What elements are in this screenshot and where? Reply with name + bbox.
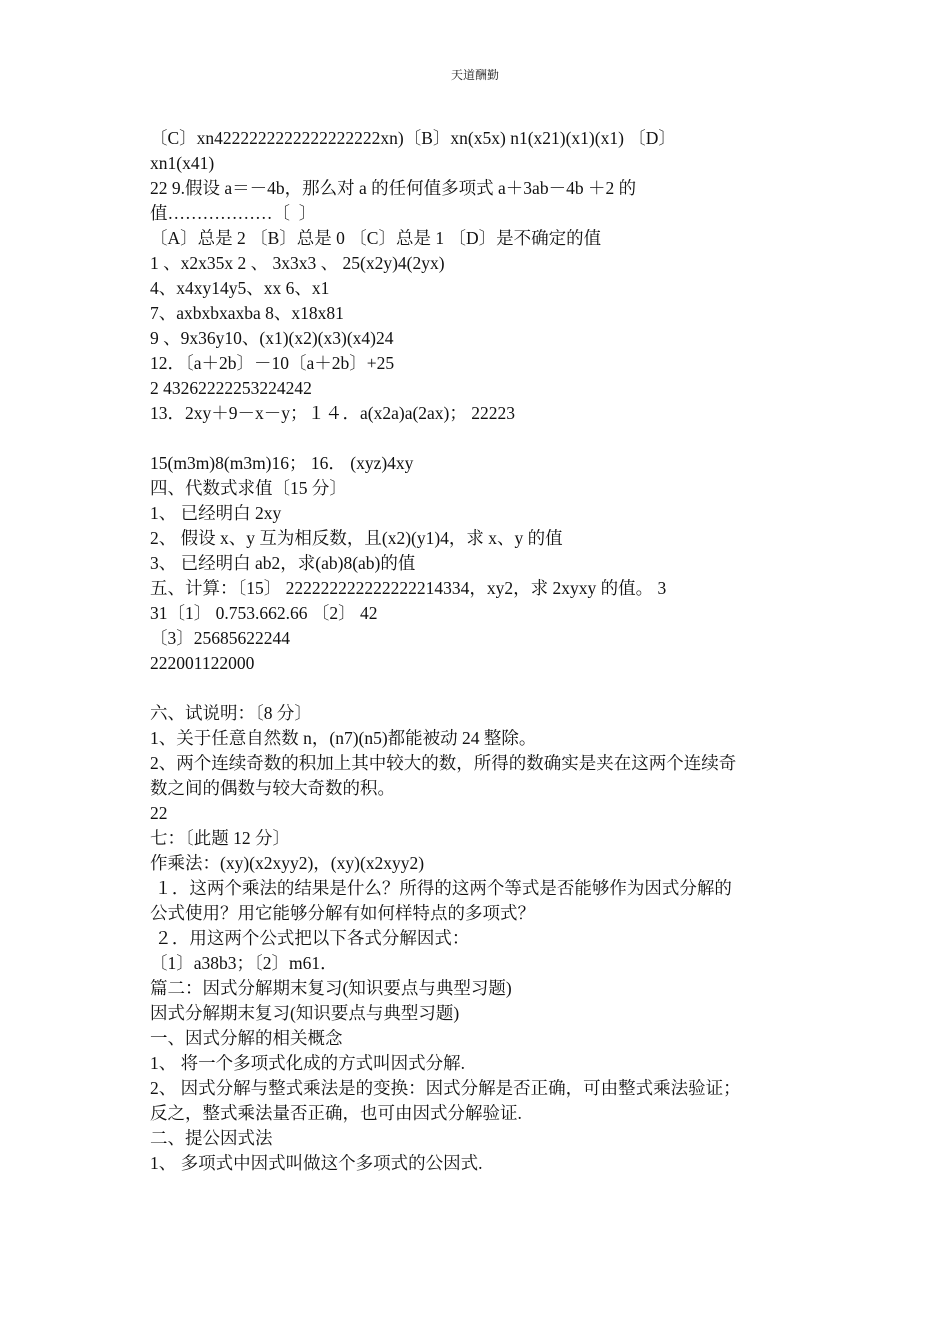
text-line: 13．2xy＋9－x－y；１４．a(x2a)a(2ax)； 22223: [150, 403, 516, 423]
text-line: 〔C〕xn4222222222222222222xn)〔B〕xn(x5x) n1(x21)(x1)(x1) 〔D〕: [150, 128, 676, 148]
page-header: 天道酬勤: [450, 68, 499, 82]
section-heading: 七：〔此题 12 分〕: [150, 828, 290, 848]
text-line: ２．用这两个公式把以下各式分解因式：: [150, 928, 470, 948]
text-line: 〔1〕a38b3；〔2〕m61．: [150, 953, 338, 973]
text-line: 4、x4xy14y5、xx 6、x1: [150, 278, 330, 298]
text-line: 31〔1〕 0.753.662.66 〔2〕 42: [150, 603, 378, 623]
section-heading: 篇二：因式分解期末复习(知识要点与典型习题): [150, 978, 512, 998]
text-line: 22 9.假设 a＝－4b，那么对 a 的任何值多项式 a＋3ab－4b ＋2 的: [150, 178, 637, 198]
text-line: 〔A〕总是 2 〔B〕总是 0 〔C〕总是 1 〔D〕是不确定的值: [150, 228, 602, 248]
document-body: [150, 126, 810, 1176]
section-heading: 四、代数式求值〔15 分〕: [150, 478, 347, 498]
text-line: 1 、x2x35x 2 、 3x3x3 、 25(x2y)4(2yx): [150, 253, 445, 273]
text-line: 2、两个连续奇数的积加上其中较大的数，所得的数确实是夹在这两个连续奇: [150, 753, 737, 773]
text-line: 9 、9x36y10、(x1)(x2)(x3)(x4)24: [150, 328, 394, 348]
text-line: 1、 多项式中因式叫做这个多项式的公因式.: [150, 1153, 483, 1173]
text-line: 222001122000: [150, 653, 255, 673]
section-heading: 二、提公因式法: [150, 1128, 273, 1148]
text-line: 1、 将一个多项式化成的方式叫因式分解.: [150, 1053, 465, 1073]
blank-line: [150, 426, 810, 451]
text-line: xn1(x41): [150, 153, 215, 173]
text-line: 2 43262222253224242: [150, 378, 312, 398]
text-line: 12．〔a＋2b〕－10〔a＋2b〕+25: [150, 353, 395, 373]
text-line: 15(m3m)8(m3m)16； 16． (xyz)4xy: [150, 453, 414, 473]
text-line: 3、 已经明白 ab2，求(ab)8(ab)的值: [150, 553, 416, 573]
text-line: 作乘法：(xy)(x2xyy2)，(xy)(x2xyy2): [150, 853, 425, 873]
text-line: １．这两个乘法的结果是什么？所得的这两个等式是否能够作为因式分解的: [150, 878, 732, 898]
section-heading: 五、计算：〔15〕 222222222222222214334，xy2，求 2xyxy 的值。 3: [150, 578, 667, 598]
text-line: 1、关于任意自然数 n，(n7)(n5)都能被动 24 整除。: [150, 728, 537, 748]
text-line: 值………………〔 〕: [150, 203, 317, 223]
text-line: 2、 因式分解与整式乘法是的变换：因式分解是否正确，可由整式乘法验证；: [150, 1078, 741, 1098]
text-line: 7、axbxbxaxba 8、x18x81: [150, 303, 344, 323]
text-line: 公式使用？用它能够分解有如何样特点的多项式？: [150, 903, 535, 923]
text-line: 因式分解期末复习(知识要点与典型习题): [150, 1003, 460, 1023]
section-heading: 六、试说明：〔8 分〕: [150, 703, 312, 723]
text-line: 数之间的偶数与较大奇数的积。: [150, 778, 395, 798]
text-line: 〔3〕25685622244: [150, 628, 290, 648]
section-heading: 一、因式分解的相关概念: [150, 1028, 343, 1048]
text-line: 2、 假设 x、y 互为相反数，且(x2)(y1)4，求 x、y 的值: [150, 528, 563, 548]
text-line: 22: [150, 803, 168, 823]
text-line: 反之，整式乘法量否正确，也可由因式分解验证.: [150, 1103, 522, 1123]
blank-line: [150, 676, 810, 701]
text-line: 1、 已经明白 2xy: [150, 503, 282, 523]
